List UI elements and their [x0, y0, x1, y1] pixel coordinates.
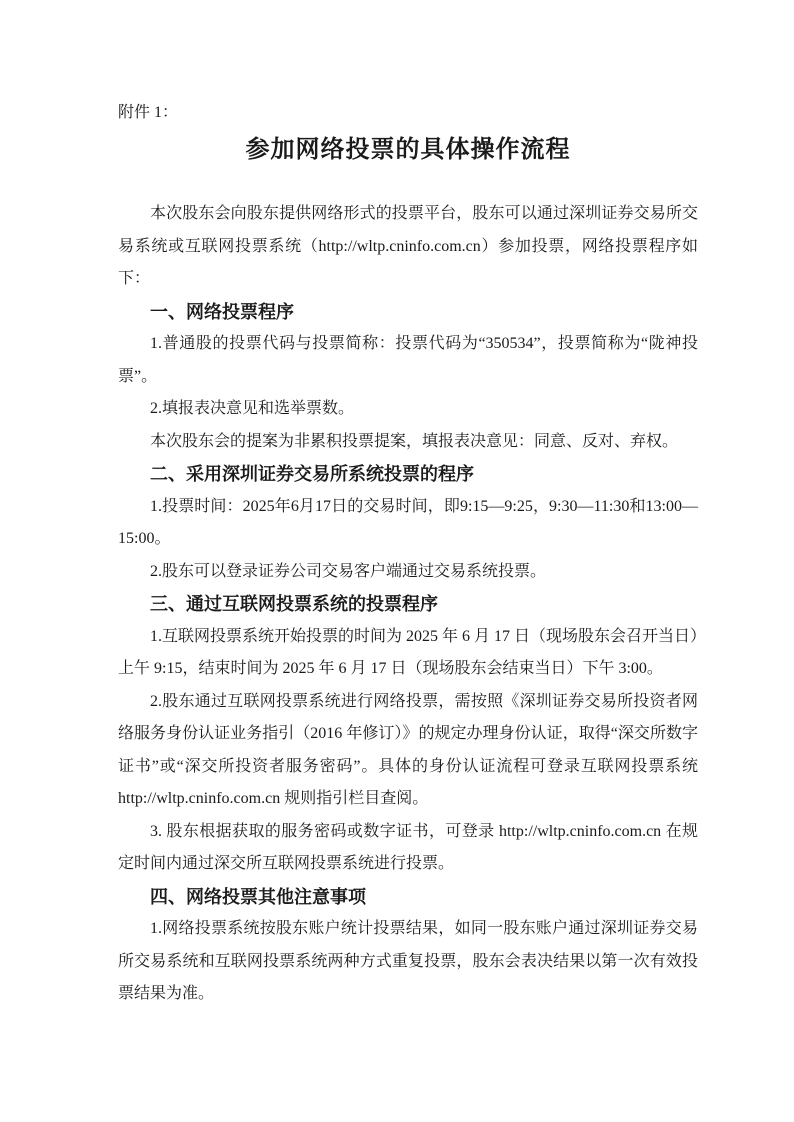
section-1-heading: 一、网络投票程序 [150, 301, 294, 322]
broker-client-paragraph: 2.股东可以登录证券公司交易客户端通过交易系统投票。 [150, 562, 547, 580]
section-3-heading: 三、通过互联网投票系统的投票程序 [150, 594, 438, 614]
voting-time-paragraph: 1.投票时间：2025年6月17日的交易时间，即9:15—9:25，9:30—11:30和13:00—15:00。 [118, 497, 698, 547]
login-vote-paragraph: 3. 股东根据获取的服务密码或数字证书，可登录 http://wltp.cninfo.com.cn 在规定时间内通过深交所互联网投票系统进行投票。 [118, 822, 698, 872]
internet-voting-time-paragraph: 1.互联网投票系统开始投票的时间为 2025 年 6 月 17 日（现场股东会召开当日）上午 9:15，结束时间为 2025 年 6 月 17 日（现场股东会结束当日）下午 3:00。 [118, 627, 699, 677]
section-4-heading: 四、网络投票其他注意事项 [150, 886, 366, 907]
voting-code-paragraph: 1.普通股的投票代码与投票简称：投票代码为“350534”，投票简称为“陇神投票”。 [118, 335, 698, 385]
identity-auth-paragraph: 2.股东通过互联网投票系统进行网络投票，需按照《深圳证券交易所投资者网络服务身份认证业务指引（2016 年修订）》的规定办理身份认证，取得“深交所数字证书”或“深交所投资者服务密码”。具体的身份认证流程可登录互联网投票系统 http://wltp.cninfo.com.cn 规则指引栏目查阅。 [118, 692, 698, 807]
duplicate-voting-paragraph: 1.网络投票系统按股东账户统计投票结果，如同一股东账户通过深圳证券交易所交易系统和互联网投票系统两种方式重复投票，股东会表决结果以第一次有效投票结果为准。 [118, 920, 698, 1002]
proposal-type-paragraph: 本次股东会的提案为非累积投票提案，填报表决意见：同意、反对、弃权。 [150, 432, 679, 450]
intro-paragraph: 本次股东会向股东提供网络形式的投票平台，股东可以通过深圳证券交易所交易系统或互联网投票系统（http://wltp.cninfo.com.cn）参加投票，网络投票程序如下： [118, 205, 698, 287]
attachment-label: 附件 1： [118, 104, 179, 121]
document-title: 参加网络投票的具体操作流程 [245, 136, 571, 163]
fill-opinion-paragraph: 2.填报表决意见和选举票数。 [150, 400, 355, 417]
section-2-heading: 二、采用深圳证券交易所系统投票的程序 [150, 464, 474, 484]
